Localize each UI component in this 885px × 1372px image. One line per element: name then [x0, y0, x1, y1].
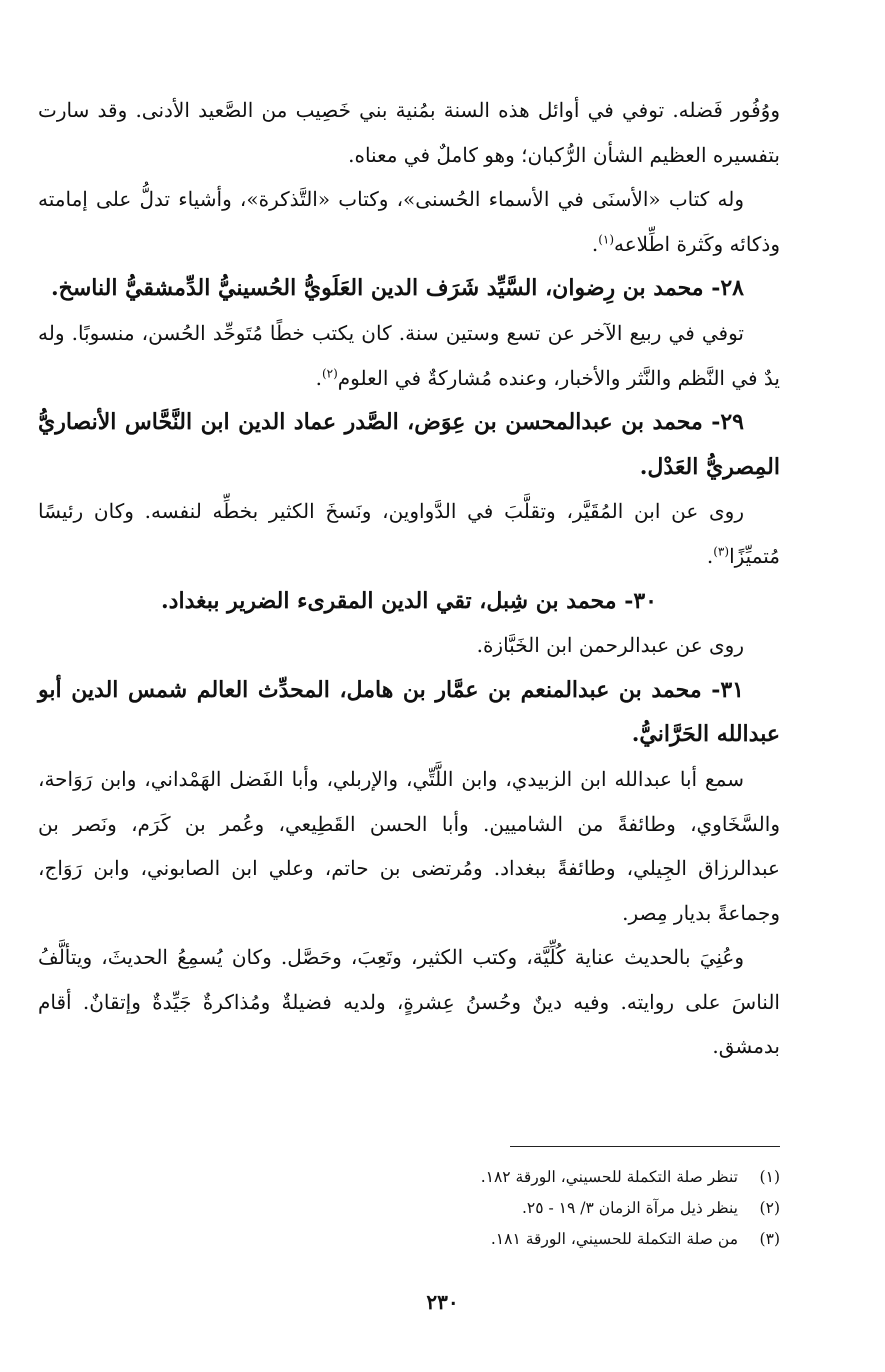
paragraph: وله كتاب «الأسنَى في الأسماء الحُسنى»، وكتاب «التَّذكرة»، وأشياء تدلُّ على إمامته وذكائه وكَثرة اطِّلاعه$^{(١)}$.	[38, 187, 780, 256]
paragraph-text: وله كتاب «الأسنَى في الأسماء الحُسنى»، وكتاب «التَّذكرة»، وأشياء تدلُّ على إمامته وذكائه وكَثرة اطِّلاعه	[38, 187, 780, 256]
entry-heading-28: ٢٨- محمد بن رِضوان، السَّيِّد شَرَف الدين العَلَويُّ الحُسينيُّ الدِّمشقيُّ الناسخ.	[50, 275, 744, 302]
footnotes	[38, 1162, 780, 1255]
footnote-number: (٣)	[759, 1230, 780, 1248]
footnote-text: تنظر صلة التكملة للحسيني، الورقة ١٨٢.	[480, 1168, 738, 1186]
paragraph: توفي في ربيع الآخر عن تسع وستين سنة. كان يكتب خطًا مُتَوحِّد الحُسن، منسوبًا. وله يدٌ في النَّظم والنَّثر والأخبار، وعنده مُشاركةٌ في العلوم$^{(٢)}$.	[38, 320, 780, 390]
page-number: ٢٣٠	[426, 1290, 459, 1314]
footnote-number: (١)	[759, 1168, 780, 1186]
footnote-number: (٢)	[759, 1199, 780, 1217]
entry-heading-31: ٣١- محمد بن عبدالمنعم بن عمَّار بن هامل، المحدِّث العالم شمس الدين أبو عبدالله الحَرَّانيُّ.	[38, 676, 780, 748]
paragraph: ووُفُور فَضله. توفي في أوائل هذه السنة بمُنية بني خَصِيب من الصَّعيد الأدنى. وقد سارت بتفسيره العظيم الشأن الرُّكبان؛ وهو كاملٌ في معناه.	[38, 98, 780, 167]
paragraph: روى عن ابن المُقَيَّر، وتقلَّبَ في الدَّواوين، ونَسخَ الكثير بخطِّه لنفسه. وكان رئيسًا مُتميِّزًا$^{(٣)}$.	[38, 499, 780, 568]
entry-heading-29: ٢٩- محمد بن عبدالمحسن بن عِوَض، الصَّدر عماد الدين ابن النَّحَّاس الأنصاريُّ المِصريُّ العَدْل.	[38, 409, 780, 480]
paragraph: روى عن عبدالرحمن ابن الخَبَّازة.	[476, 633, 744, 658]
footnote	[38, 1224, 780, 1255]
footnote-ref: (١)	[598, 232, 615, 247]
footnote	[38, 1193, 780, 1224]
paragraph: سمع أبا عبدالله ابن الزبيدي، وابن اللَّتِّي، والإربلي، وأبا الفَضل الهَمْداني، وابن رَوَاحة، والسَّخَاوي، وطائفةً من الشاميين. وأبا الحسن القَطِيعي، وعُمر بن كَرَم، ونَصر بن عبدالرزاق الجِيلي، وطائفةً ببغداد. ومُرتضى بن حاتم، وعلي ابن الصابوني، وابن رَوَاج، وجماعةً بديار مِصر.	[38, 766, 780, 925]
footnote-text: ينظر ذيل مرآة الزمان ٣/ ١٩ - ٢٥.	[521, 1199, 738, 1217]
footnote-text: من صلة التكملة للحسيني، الورقة ١٨١.	[490, 1230, 738, 1248]
paragraph: وعُنِيَ بالحديث عناية كُلِّيَّة، وكتب الكثير، وتَعِبَ، وحَصَّل. وكان يُسمِعُ الحديثَ، ويتألَّفُ الناسَ على روايته. وفيه دينٌ وحُسنُ عِشرةٍ، ولديه فضيلةٌ ومُذاكرةٌ جَيِّدةٌ وإتقانٌ. أقام بدمشق.	[38, 945, 780, 1059]
footnote-divider	[510, 1146, 780, 1147]
footnote	[38, 1162, 780, 1193]
footnote-ref: (٢)	[321, 365, 338, 380]
entry-heading-30: ٣٠- محمد بن شِبل، تقي الدين المقرىء الضرير ببغداد.	[161, 587, 657, 614]
main-text	[38, 88, 780, 1069]
paragraph-text: روى عن ابن المُقَيَّر، وتقلَّبَ في الدَّواوين، ونَسخَ الكثير بخطِّه لنفسه. وكان رئيسًا مُتميِّزًا	[38, 499, 780, 568]
paragraph-text: توفي في ربيع الآخر عن تسع وستين سنة. كان يكتب خطًا مُتَوحِّد الحُسن، منسوبًا. وله يدٌ في النَّظم والنَّثر والأخبار، وعنده مُشاركةٌ في العلوم	[38, 320, 780, 390]
footnote-ref: (٣)	[713, 544, 730, 559]
